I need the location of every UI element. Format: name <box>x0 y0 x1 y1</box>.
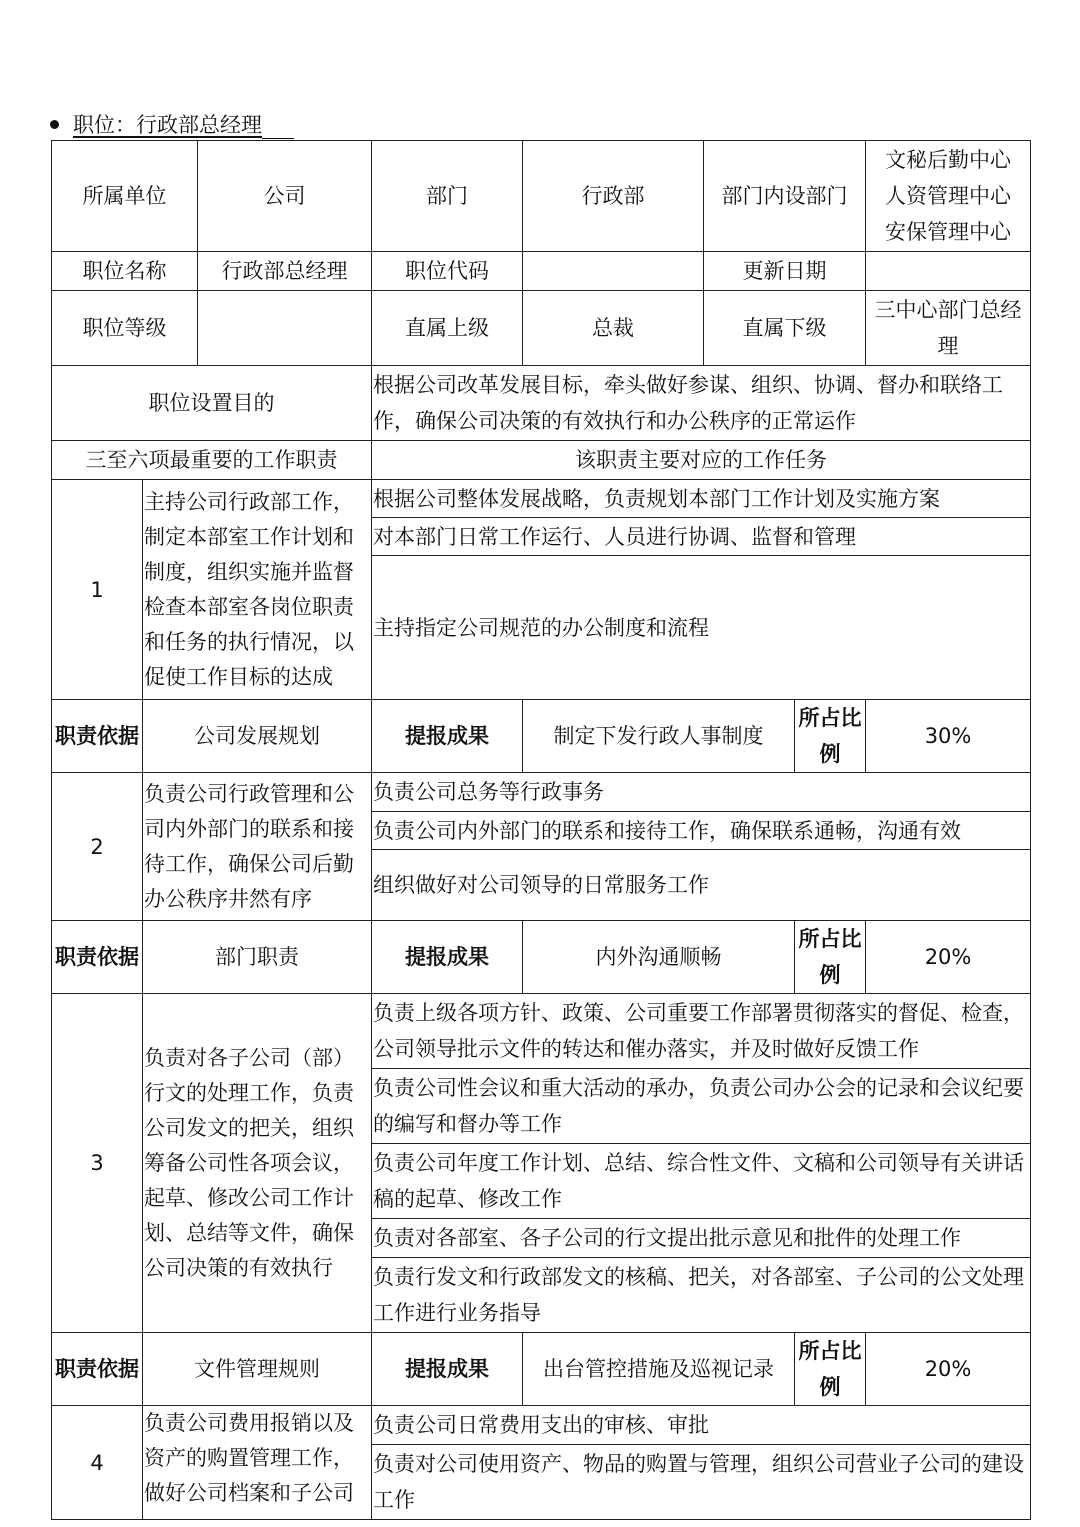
duty-task: 负责公司总务等行政事务 <box>372 773 1031 812</box>
update-value <box>866 252 1031 291</box>
duty-task: 负责对公司使用资产、物品的购置与管理，组织公司营业子公司的建设工作 <box>372 1445 1031 1520</box>
superior-value: 总裁 <box>523 291 704 366</box>
basis-value: 部门职责 <box>143 921 372 994</box>
result-value: 内外沟通顺畅 <box>523 921 795 994</box>
duty-description: 负责对各子公司（部）行文的处理工作，负责公司发文的把关，组织筹备公司性各项会议，起草、修改公司工作计划、总结等文件，确保公司决策的有效执行 <box>143 994 372 1333</box>
basis-label: 职责依据 <box>52 700 143 773</box>
duty-number: 3 <box>52 994 143 1333</box>
name-label: 职位名称 <box>52 252 198 291</box>
update-label: 更新日期 <box>704 252 866 291</box>
basis-label: 职责依据 <box>52 1333 143 1406</box>
duty-task: 主持指定公司规范的办公制度和流程 <box>372 556 1031 700</box>
basis-label: 职责依据 <box>52 921 143 994</box>
purpose-row <box>52 366 1031 441</box>
duty-number: 1 <box>52 480 143 700</box>
bullet-icon <box>50 120 59 129</box>
result-value: 制定下发行政人事制度 <box>523 700 795 773</box>
subdept-value: 人资管理中心 <box>885 184 1012 208</box>
result-label: 提报成果 <box>372 921 523 994</box>
duty-task: 负责公司性会议和重大活动的承办，负责公司办公会的记录和会议纪要的编写和督办等工作 <box>372 1069 1031 1144</box>
grade-label: 职位等级 <box>52 291 198 366</box>
duty-number: 2 <box>52 773 143 921</box>
duty-4-task-row <box>52 1406 1031 1445</box>
duties-header-row <box>52 441 1031 480</box>
code-label: 职位代码 <box>372 252 523 291</box>
result-value: 出台管控措施及巡视记录 <box>523 1333 795 1406</box>
subordinate-value: 三中心部门总经理 <box>866 291 1031 366</box>
purpose-text: 根据公司改革发展目标，牵头做好参谋、组织、协调、督办和联络工作，确保公司决策的有效执行和办公秩序的正常运作 <box>372 366 1031 441</box>
ratio-label: 所占比例 <box>795 1333 866 1406</box>
duty-task: 负责公司内外部门的联系和接待工作，确保联系通畅，沟通有效 <box>372 812 1031 850</box>
name-value: 行政部总经理 <box>198 252 372 291</box>
position-header <box>50 111 294 139</box>
duty-2-basis-row <box>52 921 1031 994</box>
ratio-value: 20% <box>866 921 1031 994</box>
duty-task: 负责行发文和行政部发文的核稿、把关，对各部室、子公司的公文处理工作进行业务指导 <box>372 1258 1031 1333</box>
duty-number: 4 <box>52 1406 143 1520</box>
subdept-label: 部门内设部门 <box>704 141 866 252</box>
info-row-grade <box>52 291 1031 366</box>
ratio-value: 30% <box>866 700 1031 773</box>
duty-description: 负责公司行政管理和公司内外部门的联系和接待工作，确保公司后勤办公秩序井然有序 <box>143 773 372 921</box>
subdept-value: 安保管理中心 <box>885 220 1012 244</box>
info-row-name <box>52 252 1031 291</box>
result-label: 提报成果 <box>372 700 523 773</box>
duty-1-task-row <box>52 480 1031 518</box>
basis-value: 文件管理规则 <box>143 1333 372 1406</box>
info-row-unit <box>52 141 1031 252</box>
ratio-label: 所占比例 <box>795 700 866 773</box>
duty-description: 主持公司行政部工作，制定本部室工作计划和制度，组织实施并监督检查本部室各岗位职责和任务的执行情况，以促使工作目标的达成 <box>143 480 372 700</box>
duty-task: 根据公司整体发展战略，负责规划本部门工作计划及实施方案 <box>372 480 1031 518</box>
dept-value: 行政部 <box>523 141 704 252</box>
subdept-value: 文秘后勤中心 <box>885 148 1012 172</box>
superior-label: 直属上级 <box>372 291 523 366</box>
duties-header-left: 三至六项最重要的工作职责 <box>52 441 372 480</box>
duty-task: 对本部门日常工作运行、人员进行协调、监督和管理 <box>372 518 1031 556</box>
header-prefix: 职位： <box>73 113 136 137</box>
unit-value: 公司 <box>198 141 372 252</box>
duty-task: 负责上级各项方针、政策、公司重要工作部署贯彻落实的督促、检查，公司领导批示文件的转达和催办落实，并及时做好反馈工作 <box>372 994 1031 1069</box>
subdept-values <box>866 141 1031 252</box>
code-value <box>523 252 704 291</box>
duty-description: 负责公司费用报销以及资产的购置管理工作，做好公司档案和子公司 <box>143 1406 372 1520</box>
unit-label: 所属单位 <box>52 141 198 252</box>
duty-1-basis-row <box>52 700 1031 773</box>
duty-2-task-row <box>52 773 1031 812</box>
dept-label: 部门 <box>372 141 523 252</box>
ratio-value: 20% <box>866 1333 1031 1406</box>
duty-task: 组织做好对公司领导的日常服务工作 <box>372 850 1031 921</box>
duty-3-task-row <box>52 994 1031 1069</box>
duty-task: 负责对各部室、各子公司的行文提出批示意见和批件的处理工作 <box>372 1219 1031 1258</box>
duty-3-basis-row <box>52 1333 1031 1406</box>
basis-value: 公司发展规划 <box>143 700 372 773</box>
duty-task: 负责公司日常费用支出的审核、审批 <box>372 1406 1031 1445</box>
duties-header-right: 该职责主要对应的工作任务 <box>372 441 1031 480</box>
subordinate-label: 直属下级 <box>704 291 866 366</box>
ratio-label: 所占比例 <box>795 921 866 994</box>
grade-value <box>198 291 372 366</box>
result-label: 提报成果 <box>372 1333 523 1406</box>
purpose-label: 职位设置目的 <box>52 366 372 441</box>
job-description-table <box>51 140 1031 1520</box>
duty-task: 负责公司年度工作计划、总结、综合性文件、文稿和公司领导有关讲话稿的起草、修改工作 <box>372 1144 1031 1219</box>
header-title: 行政部总经理 <box>136 113 262 137</box>
